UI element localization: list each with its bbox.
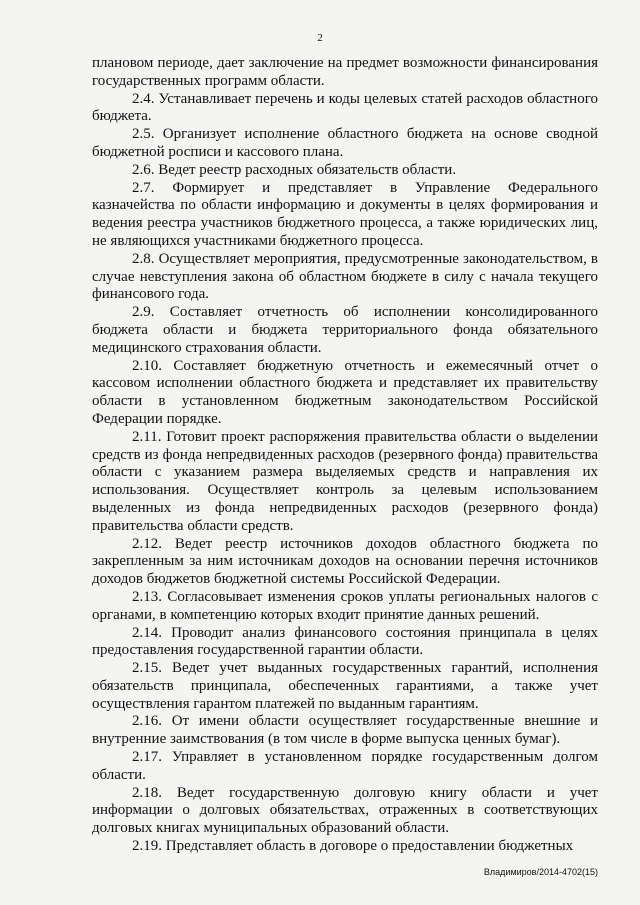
paragraph-2-13: 2.13. Согласовывает изменения сроков уплаты региональных налогов с органами, в компетенцию которых входит принятие данных решений.: [92, 588, 598, 623]
paragraph-continuation: плановом периоде, дает заключение на предмет возможности финансирования государственных программ области.: [92, 55, 598, 89]
paragraph-2-10: 2.10. Составляет бюджетную отчетность и ежемесячный отчет о кассовом исполнении областного бюджета и представляет их правительству области в установленном бюджетным законодательством Российской Федерации порядке.: [92, 357, 598, 427]
paragraph-2-7: 2.7. Формирует и представляет в Управление Федерального казначейства по области информацию и документы в целях формирования и ведения реестра участников бюджетного процесса, а также юридических лиц, не являющихся участниками бюджетного процесса.: [92, 179, 598, 249]
page-number: 2: [317, 32, 323, 44]
paragraph-2-18: 2.18. Ведет государственную долговую книгу области и учет информации о долговых обязательствах, отраженных в соответствующих долговых книгах муниципальных образований области.: [92, 784, 598, 837]
paragraph-2-5: 2.5. Организует исполнение областного бюджета на основе сводной бюджетной росписи и кассового плана.: [92, 126, 598, 160]
paragraph-2-12: 2.12. Ведет реестр источников доходов областного бюджета по закрепленным за ним источникам доходов на основании перечня источников доходов бюджетов бюджетной системы Российской Федерации.: [92, 535, 598, 588]
document-reference: Владимиров/2014-4702(15): [483, 867, 598, 877]
body-text: [92, 55, 598, 856]
paragraph-2-19: 2.19. Представляет область в договоре о предоставлении бюджетных: [132, 838, 574, 855]
paragraph-2-4: 2.4. Устанавливает перечень и коды целевых статей расходов областного бюджета.: [92, 90, 598, 125]
paragraph-2-8: 2.8. Осуществляет мероприятия, предусмотренные законодательством, в случае невступления закона об областном бюджете в силу с начала текущего финансового года.: [92, 250, 598, 303]
paragraph-2-14: 2.14. Проводит анализ финансового состояния принципала в целях предоставления государственной гарантии области.: [92, 624, 598, 659]
paragraph-2-6: 2.6. Ведет реестр расходных обязательств области.: [132, 161, 457, 178]
paragraph-2-16: 2.16. От имени области осуществляет государственные внешние и внутренние заимствования (в том числе в форме выпуска ценных бумаг).: [92, 713, 598, 748]
paragraph-2-11: 2.11. Готовит проект распоряжения правительства области о выделении средств из фонда непредвиденных расходов (резервного фонда) правительства области с указанием размера выделяемых средств и направления их использования. Осуществляет контроль за целевым использованием выделенных из фонда непредвиденных расходов (резервного фонда) правительства области средств.: [92, 428, 598, 534]
paragraph-2-9: 2.9. Составляет отчетность об исполнении консолидированного бюджета области и бюджета территориального фонда обязательного медицинского страхования области.: [92, 304, 598, 356]
paragraph-2-15: 2.15. Ведет учет выданных государственных гарантий, исполнения обязательств принципала, обеспеченных гарантиями, а также учет осуществления гарантом платежей по выданным гарантиям.: [92, 660, 598, 712]
paragraph-2-17: 2.17. Управляет в установленном порядке государственным долгом области.: [92, 749, 598, 783]
